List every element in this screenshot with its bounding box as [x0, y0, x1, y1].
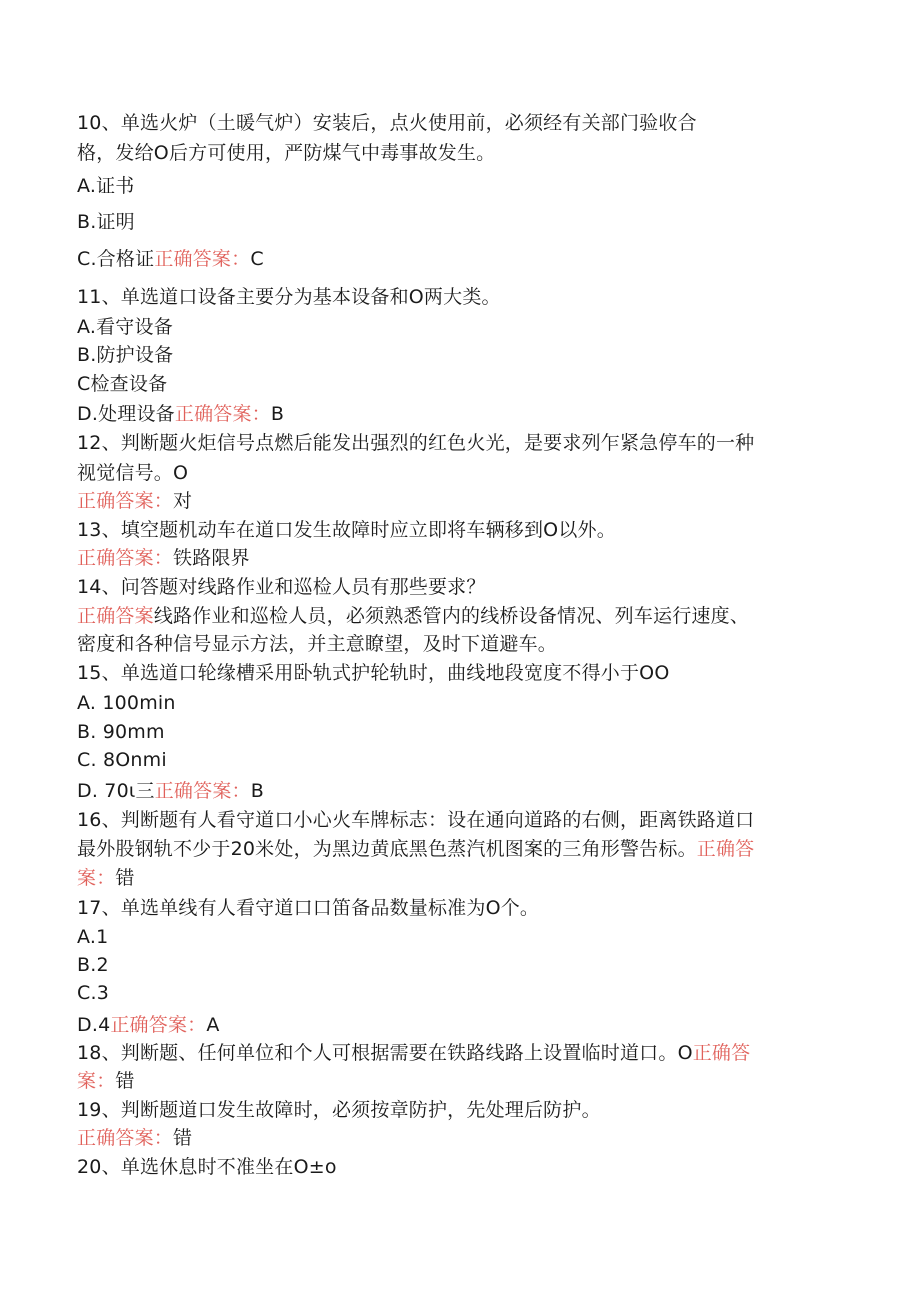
- text-line: [77, 110, 697, 136]
- text-line: [77, 342, 173, 368]
- line-text: 10、单选火炉（土暖气炉）安装后，点火使用前，必须经有关部门验收合: [77, 112, 697, 134]
- line-text: 错: [173, 1127, 193, 1149]
- text-line: [77, 690, 176, 716]
- line-text: B. 90mm: [77, 721, 165, 743]
- text-line: [77, 980, 109, 1006]
- text-line: [77, 1154, 337, 1180]
- text-line: [77, 1068, 135, 1094]
- text-line: [77, 1097, 601, 1123]
- answer-label: 正确答案：: [174, 403, 271, 425]
- line-text: A.看守设备: [77, 316, 173, 338]
- answer-label: 案：: [77, 1070, 116, 1092]
- line-text: C. 8Onmi: [77, 749, 167, 771]
- text-line: [77, 747, 167, 773]
- answer-label: 正确答案：: [154, 248, 251, 270]
- line-text: 对: [173, 490, 193, 512]
- text-line: [77, 371, 167, 397]
- answer-label: 正确答案：: [154, 780, 251, 802]
- line-text: 20、单选休息时不准坐在O±o: [77, 1156, 337, 1178]
- line-text: 视觉信号。O: [77, 462, 189, 484]
- line-text: C.3: [77, 982, 109, 1004]
- line-text: D.4: [77, 1014, 111, 1036]
- line-text: B.防护设备: [77, 344, 174, 366]
- line-text: 最外股钢轨不少于20米处，为黑边黄底黑色蒸汽机图案的三角形警告标。: [77, 838, 697, 860]
- line-text: 18、判断题、任何单位和个人可根据需要在铁路线路上设置临时道口。O: [77, 1042, 693, 1064]
- text-line: [77, 719, 165, 745]
- text-line: [77, 603, 749, 629]
- answer-label: 正确答案：: [77, 547, 174, 569]
- text-line: [77, 314, 173, 340]
- text-line: [77, 1125, 192, 1151]
- line-text: 格，发给O后方可使用，严防煤气中毒事故发生。: [77, 142, 496, 164]
- text-line: [77, 574, 486, 600]
- text-line: [77, 488, 192, 514]
- line-text: 线路作业和巡检人员，必须熟悉管内的线桥设备情况、列车运行速度、: [153, 605, 750, 627]
- line-text: 铁路限界: [173, 547, 250, 569]
- text-line: [77, 173, 135, 199]
- text-line: [77, 430, 754, 456]
- line-text: B: [250, 780, 264, 802]
- text-line: [77, 517, 616, 543]
- text-line: [77, 631, 557, 657]
- text-line: [77, 924, 108, 950]
- line-text: 错: [115, 1070, 135, 1092]
- line-text: A.1: [77, 926, 109, 948]
- text-line: [77, 460, 188, 486]
- line-text: C: [250, 248, 264, 270]
- text-line: [77, 140, 495, 166]
- line-text: 错: [115, 867, 135, 889]
- answer-label: 案：: [77, 867, 116, 889]
- text-line: [77, 660, 670, 686]
- text-line: [77, 807, 754, 833]
- answer-label: 正确答案：: [110, 1014, 207, 1036]
- line-text: 16、判断题有人看守道口小心火车牌标志：设在通向道路的右侧，距离铁路道口: [77, 809, 755, 831]
- text-line: [77, 284, 501, 310]
- text-line: [77, 778, 264, 804]
- line-text: A.证书: [77, 175, 135, 197]
- line-text: D. 70ι三: [77, 780, 155, 802]
- text-line: [77, 545, 250, 571]
- line-text: 15、单选道口轮缘槽采用卧轨式护轮轨时，曲线地段宽度不得小于OO: [77, 662, 670, 684]
- text-line: [77, 895, 539, 921]
- line-text: 密度和各种信号显示方法，并主意瞭望，及时下道避车。: [77, 633, 558, 655]
- line-text: C检查设备: [77, 373, 168, 395]
- text-line: [77, 1040, 750, 1066]
- line-text: D.处理设备: [77, 403, 175, 425]
- line-text: 14、问答题对线路作业和巡检人员有那些要求？: [77, 576, 486, 598]
- answer-label: 正确答: [696, 838, 755, 860]
- line-text: A: [206, 1014, 220, 1036]
- answer-label: 正确答: [692, 1042, 751, 1064]
- answer-label: 正确答案：: [77, 490, 174, 512]
- line-text: A. 100min: [77, 692, 176, 714]
- line-text: 17、单选单线有人看守道口口笛备品数量标准为O个。: [77, 897, 540, 919]
- line-text: 13、填空题机动车在道口发生故障时应立即将车辆移到O以外。: [77, 519, 616, 541]
- line-text: 19、判断题道口发生故障时，必须按章防护，先处理后防护。: [77, 1099, 601, 1121]
- line-text: B.2: [77, 954, 109, 976]
- answer-label: 正确答案：: [77, 1127, 174, 1149]
- line-text: B.证明: [77, 211, 135, 233]
- line-text: 12、判断题火炬信号点燃后能发出强烈的红色火光，是要求列乍紧急停车的一种: [77, 432, 755, 454]
- text-line: [77, 836, 754, 862]
- text-line: [77, 865, 135, 891]
- text-line: [77, 209, 135, 235]
- line-text: C.合格证: [77, 248, 155, 270]
- line-text: 11、单选道口设备主要分为基本设备和O两大类。: [77, 286, 501, 308]
- text-line: [77, 952, 109, 978]
- line-text: B: [270, 403, 285, 425]
- text-line: [77, 246, 264, 272]
- text-line: [77, 401, 284, 427]
- text-line: [77, 1012, 220, 1038]
- answer-label: 正确答案: [77, 605, 154, 627]
